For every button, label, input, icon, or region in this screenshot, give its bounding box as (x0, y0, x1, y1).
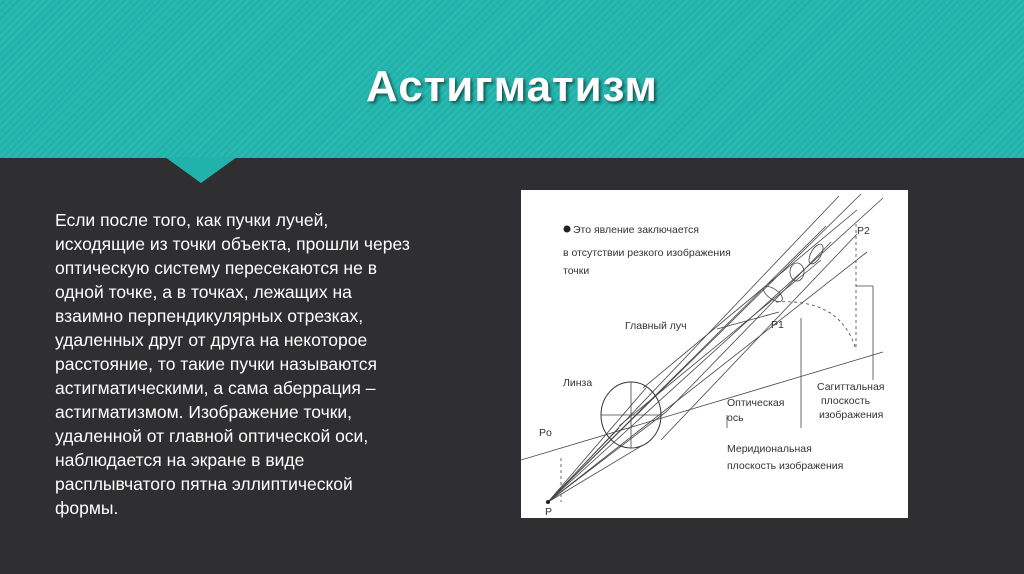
diagram-note: Это явление заключается (573, 224, 699, 236)
diagram-note: точки (563, 265, 590, 277)
label-sagittal-plane: Сагиттальная (817, 381, 885, 393)
text-line: формы. (55, 498, 119, 518)
text-line: Если после того, как пучки лучей, (55, 210, 329, 230)
text-line: одной точке, а в точках, лежащих на (55, 282, 352, 302)
label-p2: P2 (857, 225, 870, 237)
beam-line (619, 260, 821, 426)
astigmatism-diagram (521, 190, 908, 518)
ray-line (548, 428, 619, 502)
label-optical-axis: ось (727, 412, 744, 424)
label-p: P (545, 506, 553, 518)
text-line: исходящие из точки объекта, прошли через (55, 234, 410, 254)
ray-line (548, 445, 643, 502)
bullet-icon (564, 226, 571, 233)
text-line: оптическую систему пересекаются не в (55, 258, 377, 278)
label-p1: P1 (771, 319, 784, 331)
body-text (55, 208, 495, 520)
ray-line (548, 198, 883, 502)
beam-line (666, 242, 831, 412)
label-optical-axis: Оптическая (727, 397, 785, 409)
label-sagittal-plane: плоскость (821, 395, 871, 407)
label-main-ray: Главный луч (625, 320, 687, 332)
text-line: взаимно перпендикулярных отрезках, (55, 306, 364, 326)
diagram-svg (521, 190, 908, 518)
text-line: расплывчатого пятна эллиптической (55, 474, 353, 494)
label-po: Po (539, 427, 552, 439)
text-line: астигматическими, а сама аберрация – (55, 378, 376, 398)
label-meridional-plane: Меридиональная (727, 443, 812, 455)
beam-line (643, 210, 857, 388)
diagram-lines (521, 194, 883, 502)
text-line: удаленных друг от друга на некоторое (55, 330, 368, 350)
label-lens: Линза (563, 377, 593, 389)
banner-notch (165, 157, 237, 183)
label-meridional-plane: плоскость изображения (727, 460, 844, 472)
diagram-note: в отсутствии резкого изображения (563, 247, 731, 259)
text-line: астигматизмом. Изображение точки, (55, 402, 353, 422)
sagittal-arc (776, 302, 856, 350)
point-p-marker (546, 500, 550, 504)
text-line: наблюдается на экране в виде (55, 450, 305, 470)
text-line: удаленной от главной оптической оси, (55, 426, 369, 446)
slide-title: Астигматизм (366, 62, 658, 111)
label-sagittal-plane: изображения (819, 409, 884, 421)
ray-line (548, 412, 666, 502)
text-line: расстояние, то такие пучки называются (55, 354, 377, 374)
